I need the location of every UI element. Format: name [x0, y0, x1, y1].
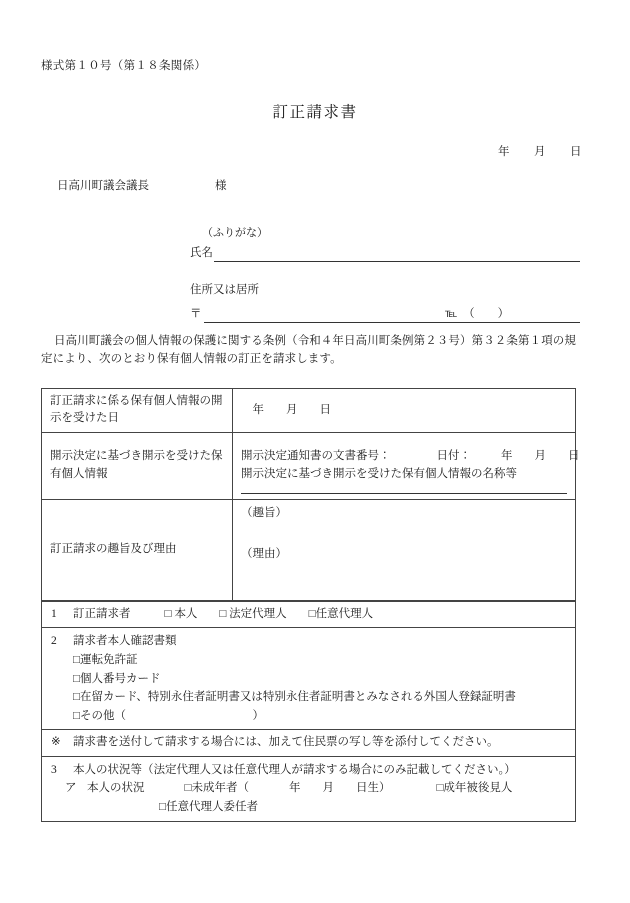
name-row: [190, 244, 580, 262]
name-input-rule[interactable]: [214, 261, 580, 262]
checkbox-residence-card[interactable]: □在留カード、特別永住者証明書又は特別永住者証明書とみなされる外国人登録証明書: [73, 691, 516, 704]
table-row: [42, 756, 576, 821]
checkbox-self[interactable]: □ 本人: [164, 608, 198, 620]
checkbox-minor[interactable]: □未成年者（: [184, 782, 249, 795]
table-row: [42, 730, 576, 756]
addressee-honorific: 様: [215, 180, 227, 192]
received-month-label: 月: [286, 403, 298, 416]
disclosed-info-label: 開示決定に基づき開示を受けた保有個人情報: [42, 432, 233, 499]
received-year-label: 年: [252, 403, 264, 416]
checkbox-individual-number-card[interactable]: □個人番号カード: [73, 672, 161, 685]
body-paragraph: 日高川町議会の個人情報の保護に関する条例（令和４年日高川町条例第２３号）第３２条第１項の規定により、次のとおり保有個人情報の訂正を請求します。: [41, 335, 576, 365]
disclosed-info-value[interactable]: [233, 432, 580, 499]
note-mark-icon: ※: [51, 736, 61, 749]
item2-heading: [51, 632, 566, 651]
tel-paren-close: ）: [497, 308, 510, 320]
note-text: 請求書を送付して請求する場合には、加えて住民票の写し等を添付してください。: [73, 736, 499, 749]
page-title: 訂正請求書: [272, 104, 358, 121]
date-day-label: 日: [570, 146, 582, 158]
name-label: 氏名: [190, 247, 213, 259]
received-day-label: 日: [319, 403, 331, 416]
date-year-label: 年: [498, 146, 510, 158]
mailing-note-row: [42, 730, 576, 756]
purpose-reason-value[interactable]: [233, 499, 576, 600]
table-row: [42, 499, 576, 600]
item3-label: 本人の状況等（法定代理人又は任意代理人が請求する場合にのみ記載してください。）: [73, 763, 516, 776]
minor-year-label: 年: [288, 782, 301, 795]
furigana-label: （ふりがな）: [202, 227, 268, 239]
checkbox-legal-representative[interactable]: □ 法定代理人: [219, 608, 287, 620]
item3-heading: [51, 761, 566, 780]
form-number: 様式第１０号（第１８条関係）: [41, 60, 207, 72]
table-row: [42, 628, 576, 730]
disclosed-name-input-rule[interactable]: [241, 493, 567, 494]
disclosed-name-label: 開示決定に基づき開示を受けた保有個人情報の名称等: [241, 467, 517, 480]
identity-documents-row: [42, 628, 576, 730]
disclosure-table: [41, 388, 580, 601]
item3-sub-marker: ア: [65, 782, 77, 795]
checkbox-voluntary-representative[interactable]: □任意代理人: [308, 608, 374, 620]
table-row: [42, 602, 576, 628]
purpose-reason-label: 訂正請求の趣旨及び理由: [42, 499, 233, 600]
item1-label: 訂正請求者: [73, 608, 131, 620]
received-date-value[interactable]: [233, 389, 576, 433]
doc-date-month: 月: [534, 450, 546, 463]
checkbox-delegator[interactable]: □任意代理人委任者: [159, 800, 258, 813]
checkbox-other-document[interactable]: □その他（ ）: [73, 709, 264, 722]
checklist-table: [41, 601, 576, 822]
principal-status-row: [42, 756, 576, 821]
submission-date-line: [498, 143, 582, 159]
minor-day-label: 日生）: [355, 782, 391, 795]
doc-date-year: 年: [501, 450, 513, 463]
item3-sub-line: [51, 779, 566, 798]
tel-paren-open: （: [468, 308, 475, 320]
doc-number-line: [241, 448, 580, 465]
address-label: 住所又は居所: [190, 284, 259, 296]
item2-number: 2: [51, 635, 57, 648]
addressee: [57, 177, 227, 193]
postal-mark-icon: 〒: [190, 308, 202, 320]
zip-row: [190, 305, 580, 323]
item1-number: 1: [51, 608, 57, 620]
checkbox-adult-ward[interactable]: □成年被後見人: [436, 782, 513, 795]
purpose-label: （趣旨）: [241, 506, 287, 519]
doc-date-day: 日: [568, 450, 580, 463]
received-date-label: 訂正請求に係る保有個人情報の開示を受けた日: [42, 389, 233, 433]
address-input-rule[interactable]: [204, 322, 580, 323]
checkbox-drivers-license[interactable]: □運転免許証: [73, 653, 138, 666]
doc-number-label: 開示決定通知書の文書番号：: [241, 450, 391, 463]
table-row: [42, 432, 576, 499]
item2-label: 請求者本人確認書類: [73, 635, 177, 648]
telephone-field[interactable]: [443, 305, 511, 321]
telephone-icon: ℡: [445, 308, 458, 320]
doc-date-label: 日付：: [436, 450, 471, 463]
minor-month-label: 月: [322, 782, 334, 795]
requester-type-row: [42, 602, 576, 628]
item3-number: 3: [51, 763, 57, 776]
table-row: [42, 389, 576, 433]
reason-label: （理由）: [241, 547, 287, 560]
date-month-label: 月: [534, 146, 546, 158]
addressee-name: 日高川町議会議長: [57, 180, 149, 192]
item3-sub-label: 本人の状況: [87, 782, 145, 795]
